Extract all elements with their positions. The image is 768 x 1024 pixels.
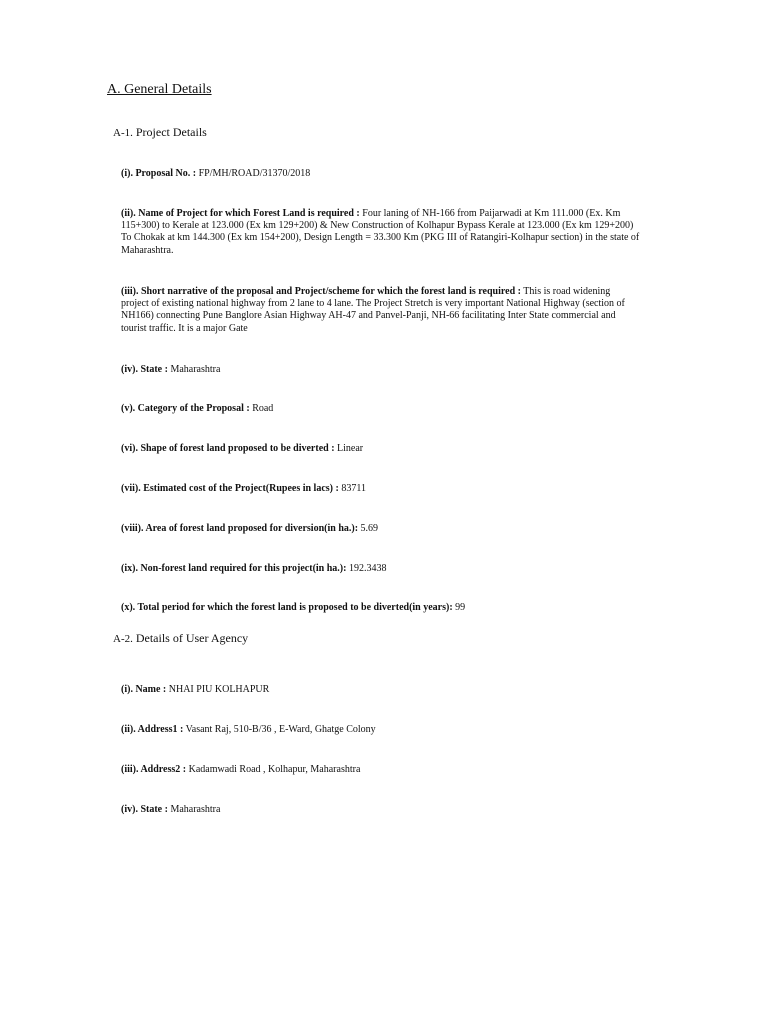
forest-area-item xyxy=(121,523,646,535)
user-agency-heading xyxy=(113,631,248,646)
item-label: (i). Proposal No. : xyxy=(121,168,197,179)
item-label: (ii). Name of Project for which Forest Land is required : xyxy=(121,208,360,219)
item-label: (iii). Short narrative of the proposal and Project/scheme for which the forest land is required : xyxy=(121,286,521,297)
user-agency-number: A-2. xyxy=(113,633,133,645)
item-value: Four laning of NH-166 from Paijarwadi at Km 111.000 (Ex. Km 115+300) to Kerale at 123.000 (Ex km 129+200) & New Construction of Kolhapur Bypass Kerale at 123.000 (Ex km 129+200) To Chokak at km 144.300 (Ex km 154+200), Design Length = 33.300 Km (PKG III of Ratangiri-Kolhapur section) in the state of Maharashtra. xyxy=(121,208,640,256)
item-label: (iii). Address2 : xyxy=(121,764,187,775)
section-title: A. General Details xyxy=(107,82,212,97)
address2-item xyxy=(121,764,646,776)
total-period-item xyxy=(121,602,646,614)
item-value: Road xyxy=(249,403,274,414)
user-agency-title: Details of User Agency xyxy=(135,631,249,645)
item-label: (iv). State : xyxy=(121,804,168,815)
item-value: NHAI PIU KOLHAPUR xyxy=(166,684,270,695)
agency-name-item xyxy=(121,684,646,696)
item-value: 192.3438 xyxy=(346,563,387,574)
item-value: Maharashtra xyxy=(167,364,221,375)
item-label: (v). Category of the Proposal : xyxy=(121,403,250,414)
item-value: Kadamwadi Road , Kolhapur, Maharashtra xyxy=(186,764,361,775)
agency-state-item xyxy=(121,804,646,816)
estimated-cost-item xyxy=(121,483,646,495)
state-item xyxy=(121,364,646,376)
item-value: Maharashtra xyxy=(167,804,221,815)
item-value: Vasant Raj, 510-B/36 , E-Ward, Ghatge Colony xyxy=(183,724,376,735)
item-value: Linear xyxy=(334,443,364,454)
item-label: (viii). Area of forest land proposed for diversion(in ha.): xyxy=(121,523,359,534)
item-label: (ix). Non-forest land required for this project(in ha.): xyxy=(121,563,347,574)
project-details-heading xyxy=(113,125,207,140)
item-value: 5.69 xyxy=(358,523,379,534)
item-label: (vi). Shape of forest land proposed to be diverted : xyxy=(121,443,335,454)
address1-item xyxy=(121,724,646,736)
non-forest-land-item xyxy=(121,563,646,575)
item-label: (x). Total period for which the forest land is proposed to be diverted(in years): xyxy=(121,602,453,613)
item-label: (iv). State : xyxy=(121,364,168,375)
item-value: 83711 xyxy=(338,483,366,494)
item-value: 99 xyxy=(452,602,466,613)
category-item xyxy=(121,403,646,415)
short-narrative-item xyxy=(121,286,636,335)
item-value: This is road widening project of existing national highway from 2 lane to 4 lane. The Project Stretch is very important National Highway (section of NH166) connecting Pune Banglore Asian Highway AH-47 and Panvel-Panji, NH-66 facilitating Inter State commercial and tourist traffic. It is a major Gate xyxy=(121,286,625,334)
item-label: (ii). Address1 : xyxy=(121,724,184,735)
item-value: FP/MH/ROAD/31370/2018 xyxy=(196,168,311,179)
project-name-item xyxy=(121,208,646,257)
project-details-number: A-1. xyxy=(113,127,133,139)
item-label: (i). Name : xyxy=(121,684,167,695)
project-details-title: Project Details xyxy=(135,125,207,139)
shape-item xyxy=(121,443,646,455)
item-label: (vii). Estimated cost of the Project(Rupees in lacs) : xyxy=(121,483,339,494)
proposal-no-item xyxy=(121,168,646,180)
